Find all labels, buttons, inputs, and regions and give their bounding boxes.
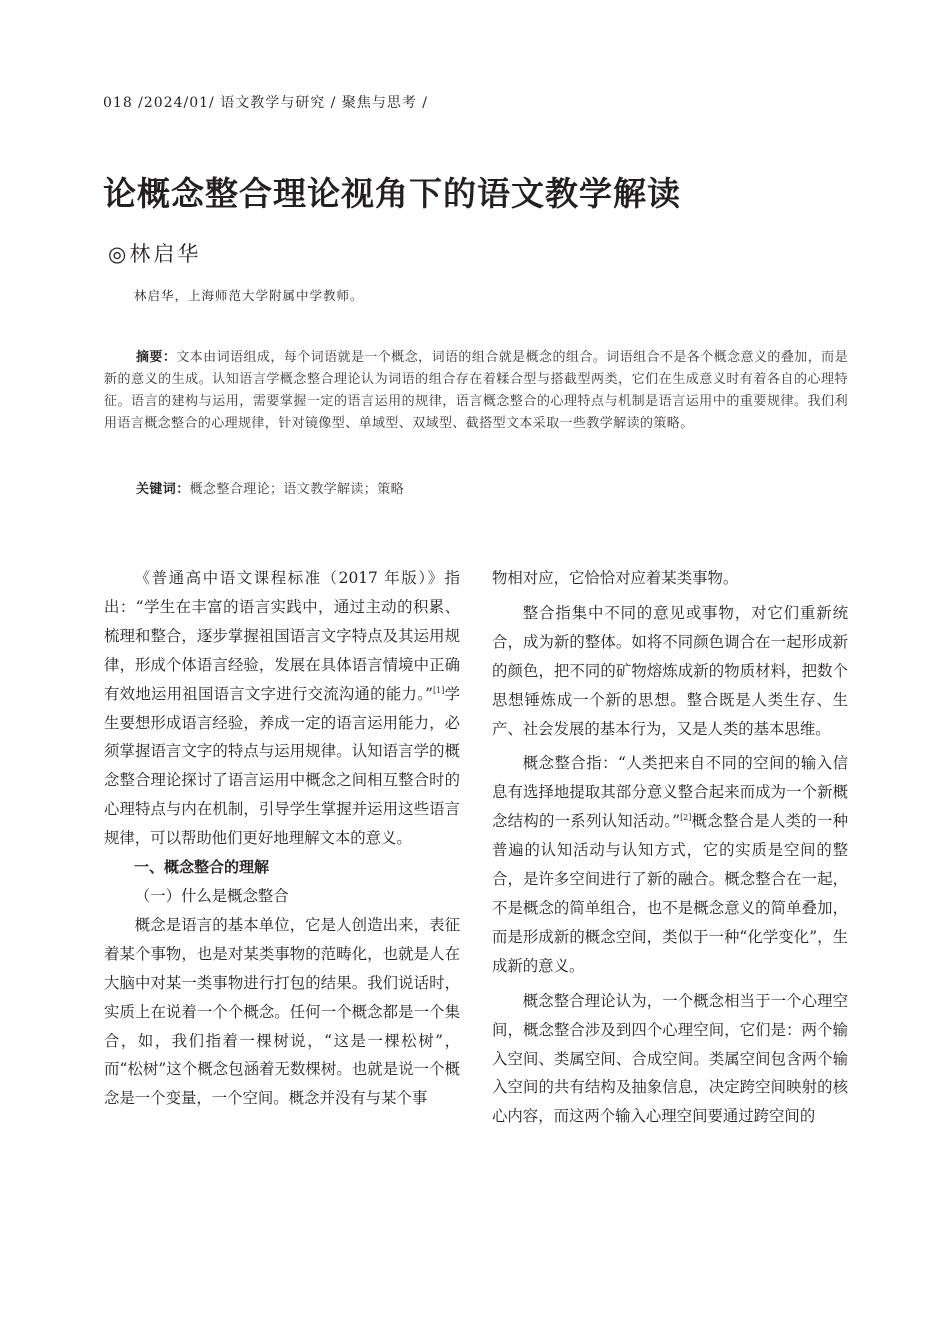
article-title: 论概念整合理论视角下的语文教学解读 (103, 174, 681, 213)
citation-ref: [2] (680, 813, 692, 823)
running-head: 018 /2024/01/ 语文教学与研究 / 聚焦与思考 / (103, 95, 428, 111)
author-bio: 林启华，上海师范大学附属中学教师。 (134, 288, 364, 303)
author-name: ◎林启华 (108, 242, 202, 266)
paragraph-text: 概念整合是人类的一种普遍的认知活动与认知方式，它的实质是空间的整合，是许多空间进行了新的融合。概念整合在一起，不是概念的简单组合，也不是概念意义的简单叠加，而是形成新的概念空间，类似于一种“化学变化”，生成新的意义。 (492, 812, 848, 975)
paragraph: 概念整合理论认为，一个概念相当于一个心理空间，概念整合涉及到四个心理空间，它们是：两个输入空间、类属空间、合成空间。类属空间包含两个输入空间的共有结构及抽象信息，决定跨空间映射的核心内容，而这两个输入心理空间要通过跨空间的 (492, 991, 848, 1126)
paragraph: 整合指集中不同的意见或事物，对它们重新统合，成为新的整体。如将不同颜色调合在一起形成新的颜色，把不同的矿物熔炼成新的物质材料，把数个思想锤炼成一个新的思想。整合既是人类生存、生产、社会发展的基本行为，又是人类的基本思维。 (492, 603, 848, 738)
body-left-column (104, 564, 460, 1113)
paragraph-text: 学生要想形成语言经验，养成一定的语言运用能力，必须掌握语言文字的特点与运用规律。认知语言学的概念整合理论探讨了语言运用中概念之间相互整合时的心理特点与内在机制，引导学生掌握并运用这些语言规律，可以帮助他们更好地理解文本的意义。 (104, 684, 460, 848)
paragraph (492, 749, 848, 980)
paragraph (104, 564, 460, 853)
keywords-text: 概念整合理论；语文教学解读；策略 (189, 482, 405, 497)
abstract-label: 摘要： (136, 350, 177, 365)
subsection-heading: （一）什么是概念整合 (134, 886, 289, 905)
paragraph-text: 概念整合指：“人类把来自不同的空间的输入信息有选择地提取其部分意义整合起来而成为一个新概念结构的一系列认知活动。” (492, 754, 848, 831)
citation-ref: [1] (432, 685, 445, 695)
paragraph-text: 《普通高中语文课程标准（2017 年版）》指出：“学生在丰富的语言实践中，通过主动的积累、梳理和整合，逐步掌握祖国语言文字特点及其运用规律，形成个体语言经验，发展在具体语言情境中正确有效地运用祖国语言文字进行交流沟通的能力。” (104, 569, 460, 703)
abstract-text: 文本由词语组成，每个词语就是一个概念，词语的组合就是概念的组合。词语组合不是各个概念意义的叠加，而是新的意义的生成。认知语言学概念整合理论认为词语的组合存在着糅合型与搭截型两类，它们在生成意义时有着各自的心理特征。语言的建构与运用，需要掌握一定的语言运用的规律，语言概念整合的心理特点与机制是语言运用中的重要规律。我们利用语言概念整合的心理规律，针对镜像型、单域型、双域型、截搭型文本采取一些教学解读的策略。 (104, 350, 848, 431)
paragraph-continued: 物相对应，它恰恰对应着某类事物。 (492, 569, 739, 587)
abstract (104, 347, 848, 435)
keywords (136, 478, 404, 497)
keywords-label: 关键词： (136, 482, 190, 497)
section-heading: 一、概念整合的理解 (134, 858, 270, 877)
paragraph: 概念是语言的基本单位，它是人创造出来，表征着某个事物，也是对某类事物的范畴化，也就是人在大脑中对某一类事物进行打包的结果。我们说话时，实质上在说着一个个概念。任何一个概念都是一个集合，如，我们指着一棵树说，“这是一棵松树”，而“松树”这个概念包涵着无数棵树。也就是说一个概念是一个变量，一个空间。概念并没有与某个事 (104, 915, 460, 1108)
body-right-column (492, 564, 848, 1131)
